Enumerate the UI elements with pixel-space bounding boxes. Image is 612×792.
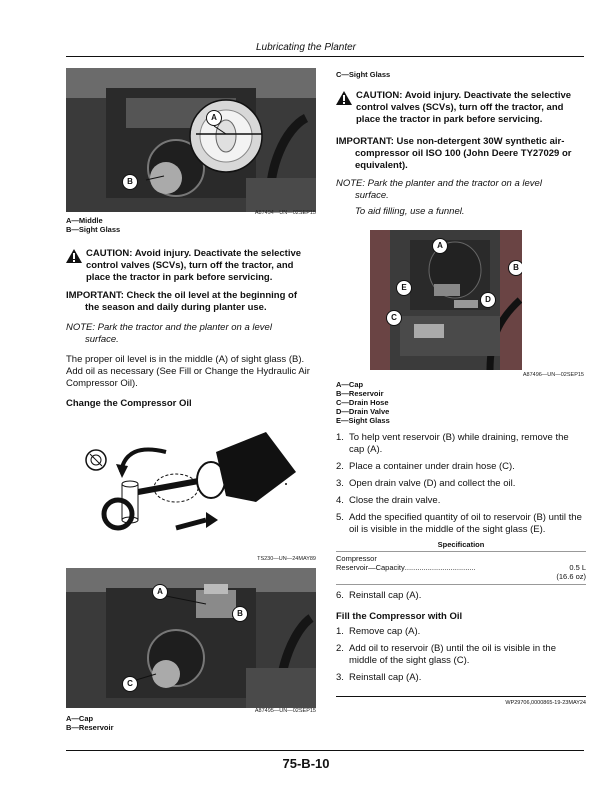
step-text: Open drain valve (D) and collect the oil. xyxy=(349,478,516,489)
caution-block xyxy=(336,90,586,126)
important-text-line: the season and daily during planter use. xyxy=(85,302,267,313)
fill-oil-steps xyxy=(336,626,586,689)
cap-removal-drawing xyxy=(66,432,316,558)
callout-b: B xyxy=(232,606,248,622)
spec-rule xyxy=(336,584,586,585)
list-item xyxy=(336,626,586,638)
callout-c: C xyxy=(122,676,138,692)
spec-row xyxy=(336,563,586,572)
callout-a: A xyxy=(152,584,168,600)
reference-code: WP29706,0000865-19-23MAY24 xyxy=(505,700,586,706)
important-text-line: IMPORTANT: Use non-detergent 30W synthetic air- xyxy=(336,136,565,147)
list-item xyxy=(336,495,586,507)
caution-block xyxy=(66,248,316,284)
step-text: Place a container under drain hose (C). xyxy=(349,461,515,472)
callout-b: B xyxy=(508,260,522,276)
figure-id: A87494—UN—02SEP15 xyxy=(254,210,316,216)
figure-id: A87495—UN—02SEP15 xyxy=(254,708,316,714)
step-text: Remove cap (A). xyxy=(349,626,421,637)
section-heading: Fill the Compressor with Oil xyxy=(336,611,463,622)
note-text-line: NOTE: Park the planter and the tractor on a level xyxy=(336,178,542,189)
callout-d: D xyxy=(480,292,496,308)
spec-title: Specification xyxy=(437,540,485,549)
compressor-cap-reservoir-photo xyxy=(66,568,316,708)
step-text: Add the specified quantity of oil to reservoir (B) until the oil is visible in the middle of the sight glass (E). xyxy=(349,512,582,535)
legend-item: B—Reservoir xyxy=(336,389,384,398)
step-number: 5. xyxy=(336,512,344,523)
note-block xyxy=(66,322,318,346)
step-text: Close the drain valve. xyxy=(349,495,441,506)
step-number: 2. xyxy=(336,461,344,472)
footer-rule xyxy=(66,750,584,751)
oil-level-paragraph: The proper oil level is in the middle (A) of sight glass (B). Add oil as necessary (See Fill or Change the Hydraulic Air Compressor Oil). xyxy=(66,354,310,389)
step-number: 4. xyxy=(336,495,344,506)
important-block xyxy=(66,290,318,314)
important-text-line: IMPORTANT: Check the oil level at the beginning of xyxy=(66,290,298,301)
list-item xyxy=(336,672,586,684)
list-item xyxy=(336,643,586,667)
legend-item: E—Sight Glass xyxy=(336,416,390,425)
legend-item: A—Cap xyxy=(66,714,94,723)
header-rule xyxy=(66,56,584,57)
caution-text: CAUTION: Avoid injury. Deactivate the selective control valves (SCVs), turn off the tractor, and place the tractor in park before servicing. xyxy=(356,90,572,125)
note-text-line: To aid filling, use a funnel. xyxy=(355,206,465,217)
step-number: 2. xyxy=(336,643,344,654)
spec-rule xyxy=(336,551,586,552)
page-number: 75-B-10 xyxy=(282,756,330,771)
section-end-rule xyxy=(336,696,586,697)
figure-id: TS230—UN—24MAY89 xyxy=(257,556,316,562)
warning-triangle-icon xyxy=(336,91,352,105)
list-item xyxy=(336,512,586,536)
compressor-drain-photo xyxy=(370,230,522,370)
caution-text: CAUTION: Avoid injury. Deactivate the selective control valves (SCVs), turn off the tractor, and place the tractor in park before servicing. xyxy=(86,248,302,283)
callout-b: B xyxy=(122,174,138,190)
step-number: 3. xyxy=(336,672,344,683)
legend-item: C—Drain Hose xyxy=(336,398,389,407)
callout-a: A xyxy=(206,110,222,126)
figure-legend xyxy=(336,380,390,425)
spec-label: Reservoir—Capacity xyxy=(336,563,405,572)
figure-legend xyxy=(66,714,114,732)
callout-c: C xyxy=(386,310,402,326)
compressor-sight-glass-photo xyxy=(66,68,316,212)
step-number: 1. xyxy=(336,432,344,443)
step-number: 3. xyxy=(336,478,344,489)
step-number: 6. xyxy=(336,590,344,601)
step-number: 1. xyxy=(336,626,344,637)
legend-item: B—Sight Glass xyxy=(66,225,121,234)
list-item xyxy=(336,461,586,473)
legend-item: D—Drain Valve xyxy=(336,407,390,416)
list-item xyxy=(336,478,586,490)
legend-item: B—Reservoir xyxy=(66,723,114,732)
change-oil-steps xyxy=(336,432,586,541)
page-header-title: Lubricating the Planter xyxy=(255,42,357,53)
note-text-line: surface. xyxy=(355,190,389,201)
spec-item: Compressor xyxy=(336,554,377,563)
callout-a: A xyxy=(432,238,448,254)
spec-value: 0.5 L xyxy=(569,563,586,572)
reinstall-step xyxy=(336,590,586,607)
important-block xyxy=(336,136,586,172)
spec-value-alt: (16.6 oz) xyxy=(556,572,586,581)
important-text-line: compressor oil ISO 100 (John Deere TY27029 or equivalent). xyxy=(355,148,572,171)
step-text: To help vent reservoir (B) while draining, remove the cap (A). xyxy=(349,432,569,455)
note-text-line: NOTE: Park the tractor and the planter on a level xyxy=(66,322,272,333)
figure-id: A87496—UN—02SEP15 xyxy=(522,372,584,378)
section-heading: Change the Compressor Oil xyxy=(66,398,192,409)
list-item xyxy=(336,432,586,456)
step-text: Reinstall cap (A). xyxy=(349,590,422,601)
list-item xyxy=(336,590,586,602)
figure-legend-continued: C—Sight Glass xyxy=(336,70,391,79)
spec-table xyxy=(336,554,586,581)
note-text-line: surface. xyxy=(85,334,119,345)
warning-triangle-icon xyxy=(66,249,82,263)
step-text: Reinstall cap (A). xyxy=(349,672,422,683)
legend-item: A—Cap xyxy=(336,380,364,389)
callout-e: E xyxy=(396,280,412,296)
spec-leader-dots: .................................. xyxy=(404,563,476,572)
figure-legend xyxy=(66,216,120,234)
step-text: Add oil to reservoir (B) until the oil is visible in the middle of the sight glass (C). xyxy=(349,643,556,666)
note-block xyxy=(336,178,586,218)
legend-item: A—Middle xyxy=(66,216,103,225)
